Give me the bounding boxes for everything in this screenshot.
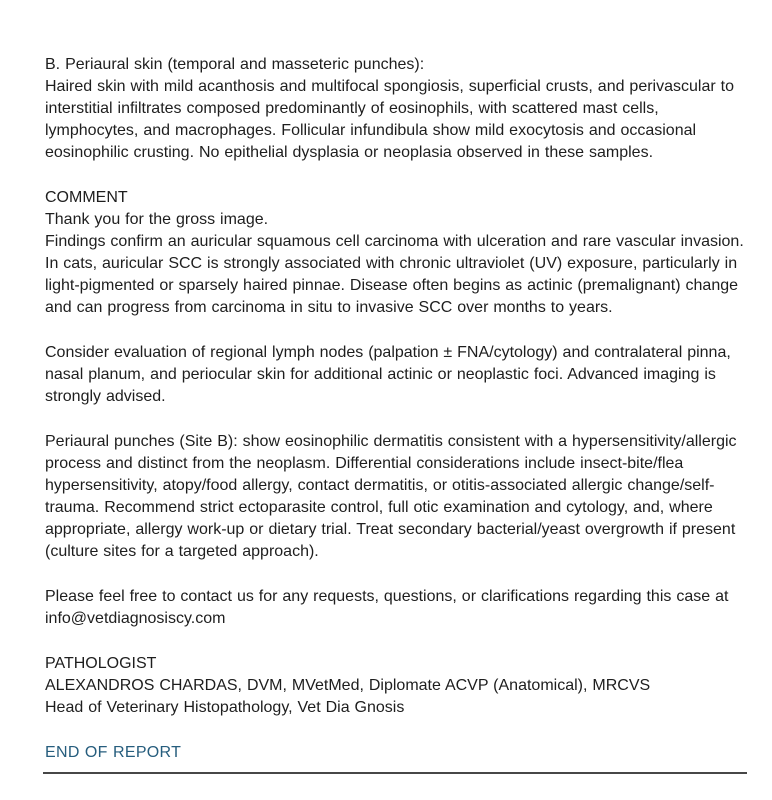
pathologist-name: ALEXANDROS CHARDAS, DVM, MVetMed, Diplomate ACVP (Anatomical), MRCVS [45,677,651,694]
contact-note: Please feel free to contact us for any requests, questions, or clarifications regarding this case at info@vetdiagnosiscy.com [45,588,729,627]
section-b-body: Haired skin with mild acanthosis and multifocal spongiosis, superficial crusts, and perivascular to interstitial infiltrates composed predominantly of eosinophils, with scattered mast cells, lymphocytes, and macrophages. Follicular infundibula show mild exocytosis and occasional eosinophilic crusting. No epithelial dysplasia or neoplasia observed in these samples. [45,78,734,161]
comment-paragraph-findings: Findings confirm an auricular squamous cell carcinoma with ulceration and rare vascular invasion. In cats, auricular SCC is strongly associated with chronic ultraviolet (UV) exposure, particularly in light-pigmented or sparsely haired pinnae. Disease often begins as actinic (premalignant) change and can progress from carcinoma in situ to invasive SCC over months to years. [45,233,744,316]
pathologist-heading: PATHOLOGIST [45,655,157,672]
pathologist-title: Head of Veterinary Histopathology, Vet Dia Gnosis [45,699,405,716]
comment-heading: COMMENT [45,189,128,206]
report-footer-rule [43,772,747,774]
comment-paragraph-thanks: Thank you for the gross image. [45,211,269,228]
comment-paragraph-periaural-punches: Periaural punches (Site B): show eosinophilic dermatitis consistent with a hypersensitivity/allergic process and distinct from the neoplasm. Differential considerations include insect-bite/flea hypersensitivity, atopy/food allergy, contact dermatitis, or otitis-associated allergic change/self-trauma. Recommend strict ectoparasite control, full otic examination and cytology, and, where appropriate, allergy work-up or dietary trial. Treat secondary bacterial/yeast overgrowth if present (culture sites for a targeted approach). [45,433,737,560]
comment-paragraph-lymph-nodes: Consider evaluation of regional lymph nodes (palpation ± FNA/cytology) and contralateral pinna, nasal planum, and periocular skin for additional actinic or neoplastic foci. Advanced imaging is strongly advised. [45,344,731,405]
section-b-heading: B. Periaural skin (temporal and masseteric punches): [45,56,425,73]
end-of-report-label: END OF REPORT [45,744,182,761]
